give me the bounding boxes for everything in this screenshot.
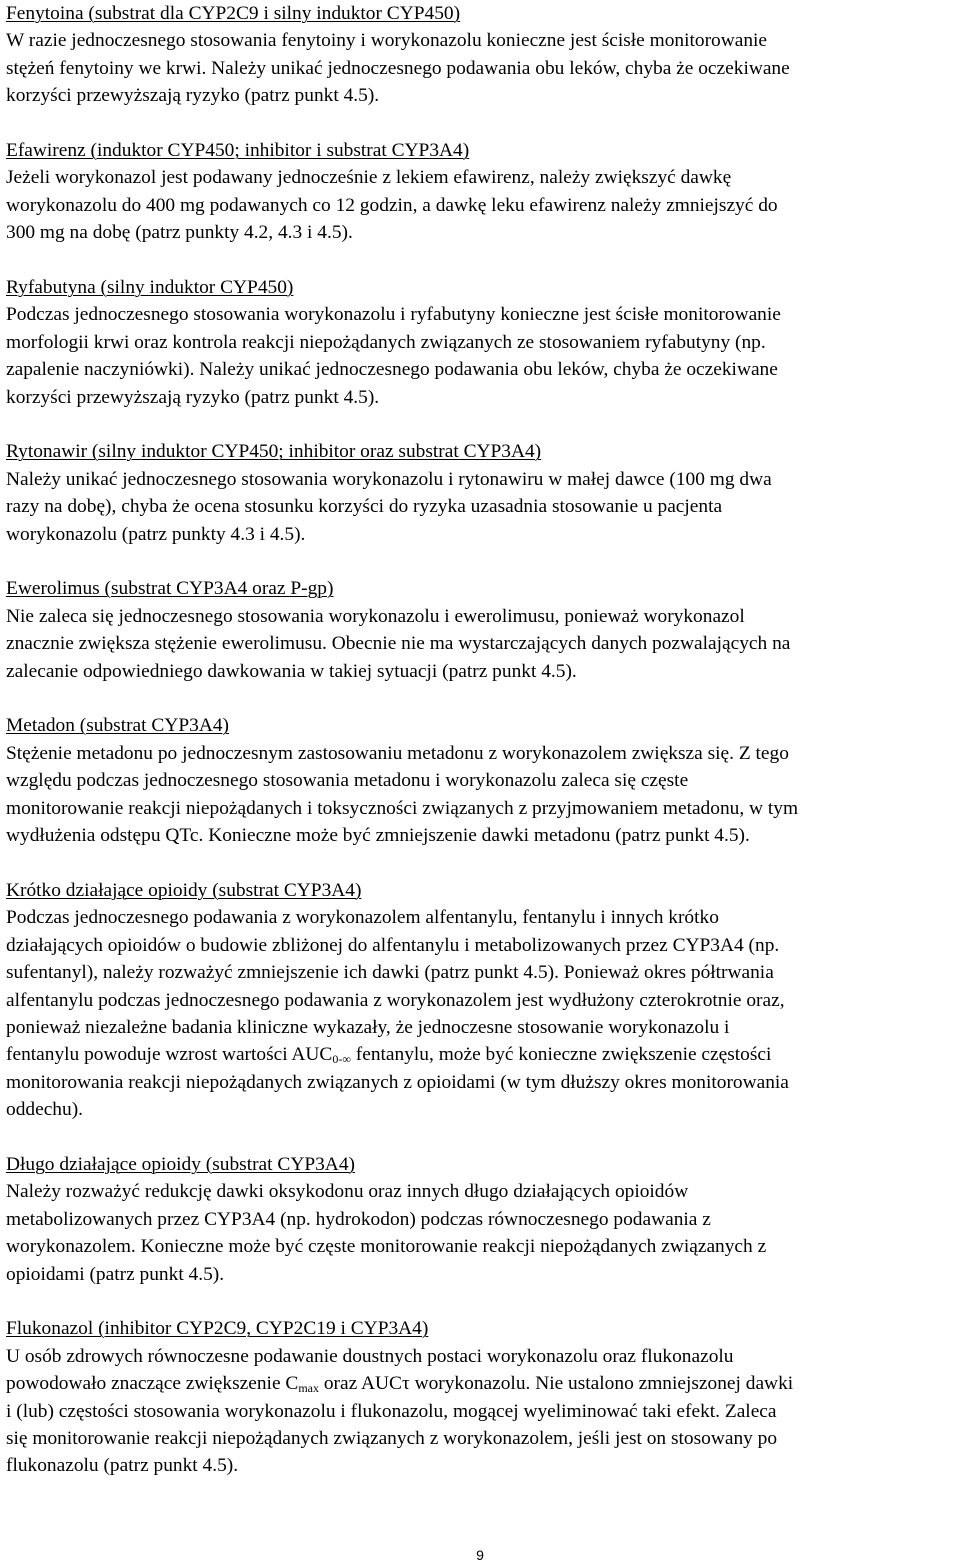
- paragraph-line: metabolizowanych przez CYP3A4 (np. hydrokodon) podczas równoczesnego podawania z: [6, 1208, 711, 1230]
- cmax-subscript: max: [298, 1381, 320, 1396]
- page-number: 9: [476, 1547, 484, 1563]
- document-page: [6, 0, 954, 1480]
- paragraph-line: Należy unikać jednoczesnego stosowania worykonazolu i rytonawiru w małej dawce (100 mg dwa: [6, 468, 772, 490]
- auc-text-before: fentanylu powoduje wzrost wartości AUC: [6, 1044, 333, 1066]
- paragraph-line: zapalenie naczyniówki). Należy unikać jednoczesnego podawania obu leków, chyba że oczekiwane: [6, 359, 778, 381]
- section-rytonawir: [6, 438, 954, 548]
- paragraph-line: korzyści przewyższają ryzyko (patrz punkt 4.5).: [6, 85, 380, 107]
- paragraph-line: się monitorowanie reakcji niepożądanych związanych z worykonazolem, jeśli jest on stosowany po: [6, 1428, 778, 1449]
- section-heading: Fenytoina (substrat dla CYP2C9 i silny induktor CYP450): [6, 3, 461, 24]
- cmax-text-before: powodowało znaczące zwiększenie C: [6, 1373, 299, 1395]
- paragraph-line: worykonazolu do 400 mg podawanych co 12 godzin, a dawkę leku efawirenz należy zmniejszyć do: [6, 194, 778, 216]
- paragraph-line: opioidami (patrz punkt 4.5).: [6, 1263, 225, 1285]
- paragraph-line: Stężenie metadonu po jednoczesnym zastosowaniu metadonu z worykonazolem zwiększa się. Z tego: [6, 742, 789, 764]
- section-metadon: [6, 712, 954, 849]
- paragraph-line: sufentanyl), należy rozważyć zmniejszenie ich dawki (patrz punkt 4.5). Ponieważ okres półtrwania: [6, 962, 774, 984]
- paragraph-line: morfologii krwi oraz kontrola reakcji niepożądanych związanych ze stosowaniem ryfabutyny (np.: [6, 331, 766, 353]
- paragraph-line: monitorowania reakcji niepożądanych związanych z opioidami (w tym dłuższy okres monitorowania: [6, 1071, 789, 1093]
- auc-subscript: 0-∞: [332, 1052, 351, 1067]
- paragraph-line: W razie jednoczesnego stosowania fenytoiny i worykonazolu konieczne jest ścisłe monitorowanie: [6, 30, 768, 52]
- section-heading: Ewerolimus (substrat CYP3A4 oraz P-gp): [6, 578, 334, 600]
- paragraph-line: U osób zdrowych równoczesne podawanie doustnych postaci worykonazolu oraz flukonazolu: [6, 1345, 734, 1367]
- paragraph-line: zalecanie odpowiedniego dawkowania w takiej sytuacji (patrz punkt 4.5).: [6, 660, 577, 682]
- section-flukonazol: [6, 1315, 954, 1479]
- section-krotko-dzialajace-opioidy: [6, 877, 954, 1124]
- paragraph-line: Nie zaleca się jednoczesnego stosowania worykonazolu i ewerolimusu, ponieważ worykonazol: [6, 605, 745, 627]
- paragraph-line: Należy rozważyć redukcję dawki oksykodonu oraz innych długo działających opioidów: [6, 1181, 689, 1203]
- paragraph-line: 300 mg na dobę (patrz punkty 4.2, 4.3 i 4.5).: [6, 222, 353, 244]
- section-heading: Efawirenz (induktor CYP450; inhibitor i substrat CYP3A4): [6, 140, 470, 162]
- paragraph-line: worykonazolem. Konieczne może być częste monitorowanie reakcji niepożądanych związanych z: [6, 1236, 767, 1258]
- section-heading: Długo działające opioidy (substrat CYP3A4): [6, 1153, 355, 1175]
- paragraph-line-auc: [6, 1041, 954, 1068]
- section-ryfabutyna: [6, 274, 954, 411]
- paragraph-line: Podczas jednoczesnego podawania z worykonazolem alfentanylu, fentanylu i innych krótko: [6, 907, 719, 929]
- paragraph-line: korzyści przewyższają ryzyko (patrz punkt 4.5).: [6, 386, 380, 408]
- paragraph-line: Jeżeli worykonazol jest podawany jednocześnie z lekiem efawirenz, należy zwiększyć dawkę: [6, 167, 732, 189]
- paragraph-line-cmax: [6, 1370, 954, 1397]
- paragraph-line: monitorowanie reakcji niepożądanych i toksyczności związanych z przyjmowaniem metadonu, w tym: [6, 797, 799, 819]
- section-heading: Rytonawir (silny induktor CYP450; inhibitor oraz substrat CYP3A4): [6, 441, 542, 463]
- section-heading: Ryfabutyna (silny induktor CYP450): [6, 277, 294, 299]
- paragraph-line: stężeń fenytoiny we krwi. Należy unikać jednoczesnego podawania obu leków, chyba że oczekiwane: [6, 57, 790, 79]
- paragraph-line: worykonazolu (patrz punkty 4.3 i 4.5).: [6, 523, 306, 545]
- paragraph-line: znacznie zwiększa stężenie ewerolimusu. Obecnie nie ma wystarczających danych pozwalających na: [6, 633, 791, 655]
- section-heading: Flukonazol (inhibitor CYP2C9, CYP2C19 i CYP3A4): [6, 1318, 429, 1340]
- paragraph-line: wydłużenia odstępu QTc. Konieczne może być zmniejszenie dawki metadonu (patrz punkt 4.5).: [6, 825, 750, 847]
- paragraph-line: razy na dobę), chyba że ocena stosunku korzyści do ryzyka uzasadnia stosowanie u pacjenta: [6, 496, 723, 518]
- paragraph-line: Podczas jednoczesnego stosowania worykonazolu i ryfabutyny konieczne jest ścisłe monitorowanie: [6, 304, 781, 326]
- paragraph-line: alfentanylu podczas jednoczesnego podawania z worykonazolem jest wydłużony czterokrotnie oraz,: [6, 989, 785, 1011]
- paragraph-line: względu podczas jednoczesnego stosowania metadonu i worykonazolu zaleca się częste: [6, 770, 689, 792]
- section-ewerolimus: [6, 575, 954, 685]
- section-heading: Krótko działające opioidy (substrat CYP3A4): [6, 879, 362, 901]
- paragraph-line: oddechu).: [6, 1099, 83, 1121]
- paragraph-line: działających opioidów o budowie zbliżonej do alfentanylu i metabolizowanych przez CYP3A4 (np.: [6, 934, 780, 956]
- paragraph-line: flukonazolu (patrz punkt 4.5).: [6, 1455, 239, 1477]
- auc-text-after: fentanylu, może być konieczne zwiększenie częstości: [350, 1044, 772, 1066]
- cmax-text-after: oraz AUCτ worykonazolu. Nie ustalono zmniejszonej dawki: [319, 1373, 794, 1395]
- section-heading: Metadon (substrat CYP3A4): [6, 715, 229, 737]
- paragraph-line: ponieważ niezależne badania kliniczne wykazały, że jednoczesne stosowanie worykonazolu i: [6, 1016, 730, 1038]
- section-efawirenz: [6, 137, 954, 247]
- section-fenytoina: [6, 0, 954, 110]
- paragraph-line: i (lub) częstości stosowania worykonazolu i flukonazolu, mogącej wyeliminować taki efekt. Zaleca: [6, 1400, 777, 1422]
- section-dlugo-dzialajace-opioidy: [6, 1151, 954, 1288]
